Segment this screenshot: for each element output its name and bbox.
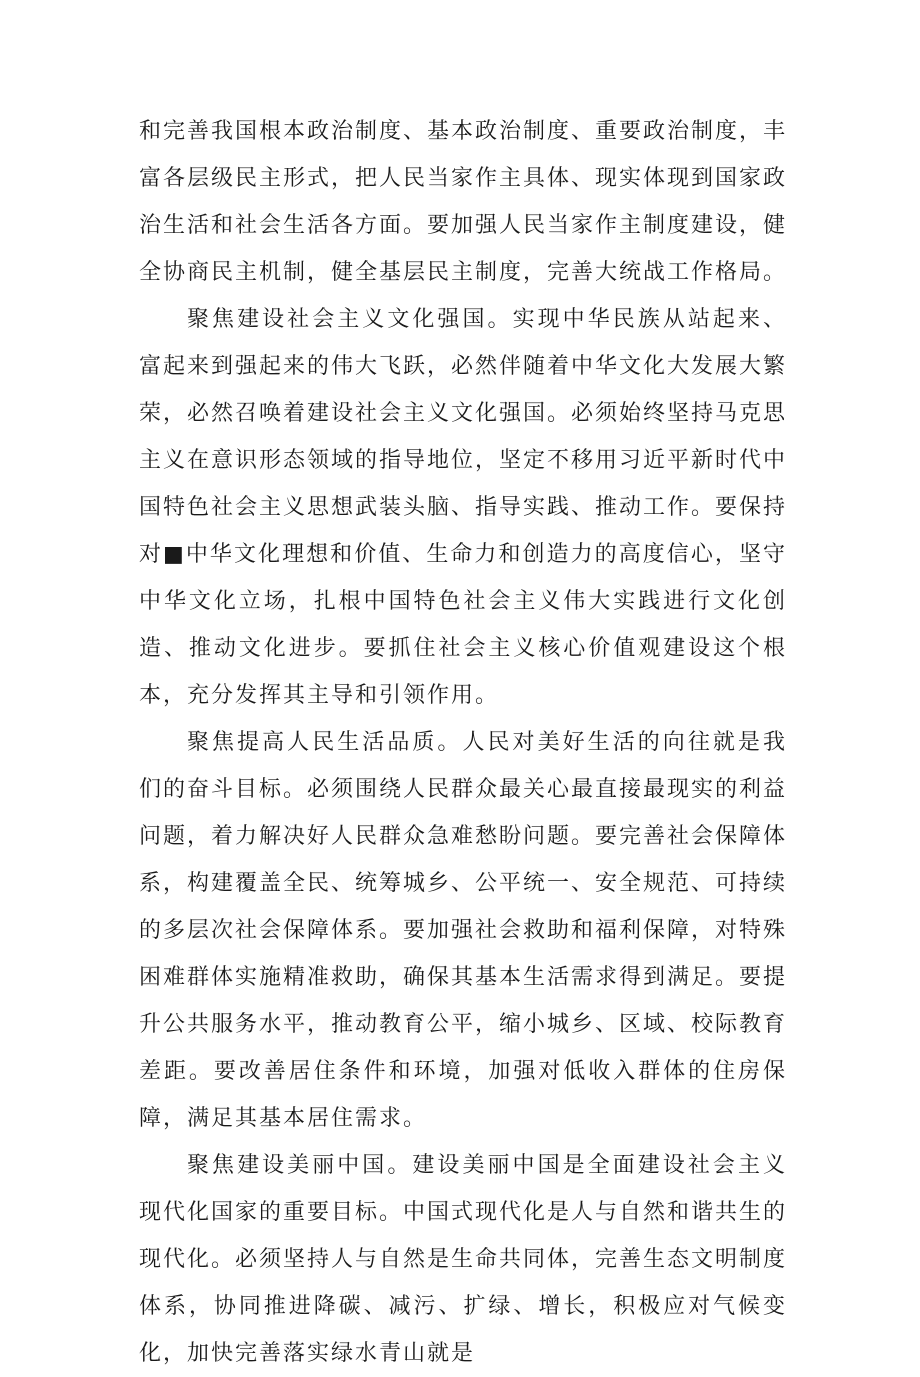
paragraph-1 [139, 108, 787, 296]
document-body [139, 108, 787, 1377]
paragraph-culture-lead: 聚焦建设社会主义文化强国。 [187, 307, 513, 332]
paragraph-ecology-body: 建设美丽中国是全面建设社会主义现代化国家的重要目标。中国式现代化是人与自然和谐共生的现代化。必须坚持人与自然是生命共同体，完善生态文明制度体系，协同推进降碳、减污、扩绿、增长，积极应对气候变化，加快完善落实绿水青山就是 [139, 1153, 788, 1366]
paragraph-ecology-lead: 聚焦建设美丽中国。 [187, 1153, 413, 1178]
paragraph-1-body: 和完善我国根本政治制度、基本政治制度、重要政治制度，丰富各层级民主形式，把人民当家作主具体、现实体现到国家政治生活和社会生活各方面。要加强人民当家作主制度建设，健全协商民主机制，健全基层民主制度，完善大统战工作格局。 [139, 119, 788, 285]
paragraph-ecology [139, 1142, 787, 1377]
paragraph-livelihood [139, 719, 787, 1142]
paragraph-culture [139, 296, 787, 719]
paragraph-livelihood-body: 人民对美好生活的向往就是我们的奋斗目标。必须围绕人民群众最关心最直接最现实的利益问题，着力解决好人民群众急难愁盼问题。要完善社会保障体系，构建覆盖全民、统筹城乡、公平统一、安全规范、可持续的多层次社会保障体系。要加强社会救助和福利保障，对特殊困难群体实施精准救助，确保其基本生活需求得到满足。要提升公共服务水平，推动教育公平，缩小城乡、区域、校际教育差距。要改善居住条件和环境，加强对低收入群体的住房保障，满足其基本居住需求。 [139, 730, 788, 1131]
paragraph-livelihood-lead: 聚焦提高人民生活品质。 [187, 730, 463, 755]
paragraph-culture-body: 实现中华民族从站起来、富起来到强起来的伟大飞跃，必然伴随着中华文化大发展大繁荣，必然召唤着建设社会主义文化强国。必须始终坚持马克思主义在意识形态领域的指导地位，坚定不移用习近平新时代中国特色社会主义思想武装头脑、指导实践、推动工作。要保持对■中华文化理想和价值、生命力和创造力的高度信心，坚守中华文化立场，扎根中国特色社会主义伟大实践进行文化创造、推动文化进步。要抓住社会主义核心价值观建设这个根本，充分发挥其主导和引领作用。 [139, 307, 788, 708]
